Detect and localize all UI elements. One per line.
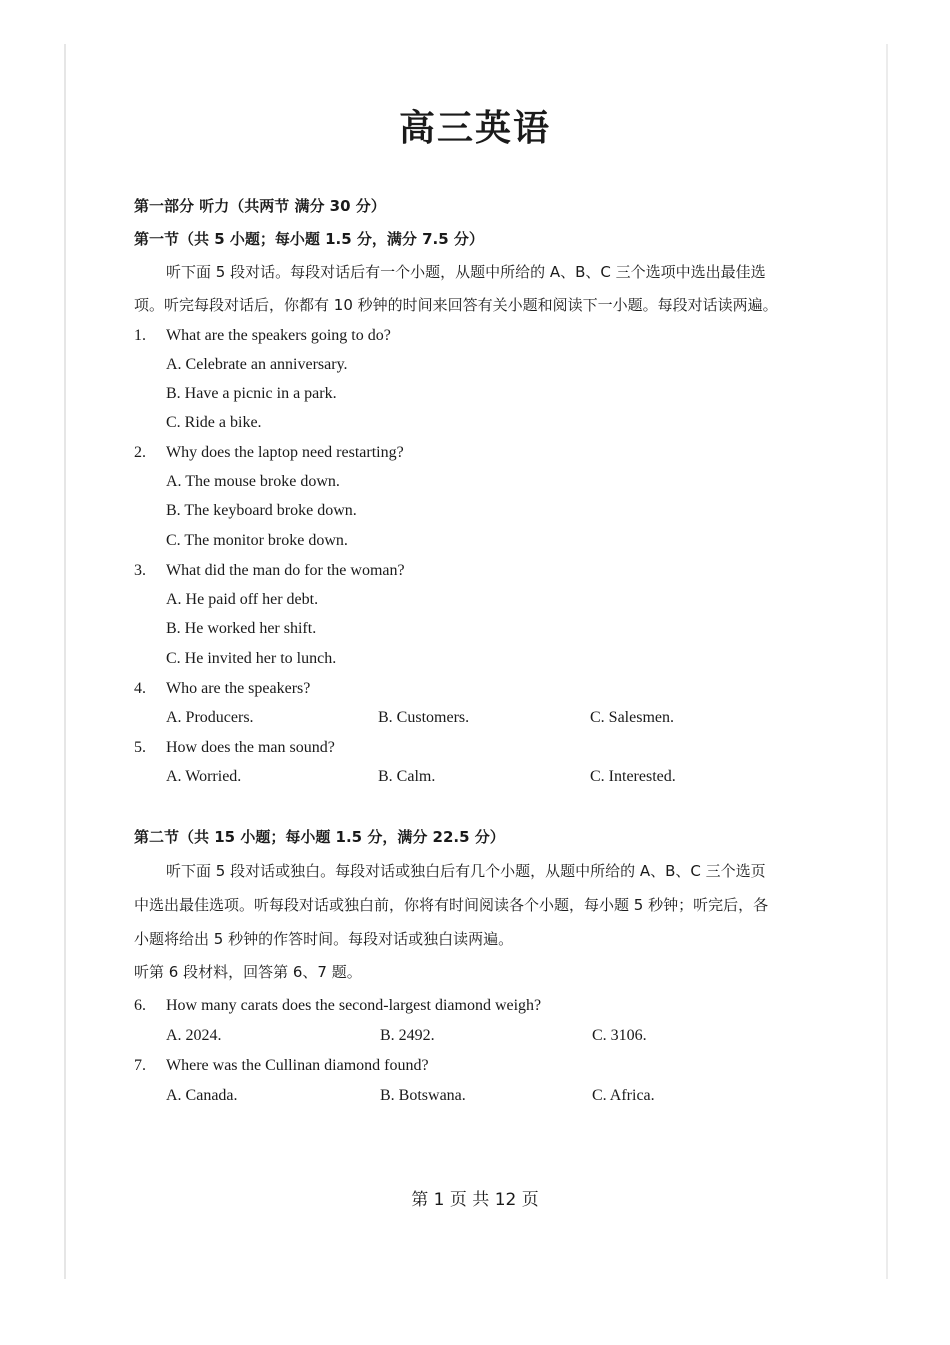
question-text: Why does the laptop need restarting? <box>166 444 404 461</box>
option-b: B. Customers. <box>378 709 470 726</box>
option-a: A. 2024. <box>166 1027 222 1044</box>
option-b: B. Calm. <box>378 768 436 785</box>
question-text: Where was the Cullinan diamond found? <box>166 1057 429 1074</box>
section1-instructions-line1: 听下面 5 段对话。每段对话后有一个小题，从题中所给的 A、B、C 三个选项中选出最佳选 <box>166 263 766 281</box>
question-number: 3. <box>134 562 146 579</box>
option-b: B. He worked her shift. <box>166 620 317 637</box>
question-number: 7. <box>134 1057 146 1074</box>
question-number: 4. <box>134 680 146 697</box>
question-text: How does the man sound? <box>166 739 335 756</box>
question-number: 5. <box>134 739 146 756</box>
section2-heading: 第二节（共 15 小题；每小题 1.5 分，满分 22.5 分） <box>134 828 505 846</box>
question-text: How many carats does the second-largest diamond weigh? <box>166 997 542 1014</box>
section1-instructions-line2: 项。听完每段对话后，你都有 10 秒钟的时间来回答有关小题和阅读下一小题。每段对话读两遍。 <box>134 296 778 314</box>
question-number: 1. <box>134 327 146 344</box>
section2-instructions-line2: 中选出最佳选项。听每段对话或独白前，你将有时间阅读各个小题，每小题 5 秒钟；听完后，各 <box>134 896 769 914</box>
section2-instructions-line3: 小题将给出 5 秒钟的作答时间。每段对话或独白读两遍。 <box>134 930 514 948</box>
question-number: 2. <box>134 444 146 461</box>
option-b: B. Have a picnic in a park. <box>166 385 337 402</box>
option-a: A. Celebrate an anniversary. <box>166 356 348 373</box>
option-b: B. 2492. <box>380 1027 435 1044</box>
option-a: A. Producers. <box>166 709 254 726</box>
option-c: C. Ride a bike. <box>166 414 262 431</box>
option-a: A. Canada. <box>166 1087 238 1104</box>
option-b: B. The keyboard broke down. <box>166 502 357 519</box>
question-text: What are the speakers going to do? <box>166 327 391 344</box>
page-footer: 第 1 页 共 12 页 <box>411 1190 539 1210</box>
question-text: Who are the speakers? <box>166 680 311 697</box>
option-c: C. 3106. <box>592 1027 647 1044</box>
part1-heading: 第一部分 听力（共两节 满分 30 分） <box>134 197 386 215</box>
section1-heading: 第一节（共 5 小题；每小题 1.5 分，满分 7.5 分） <box>134 230 484 248</box>
option-a: A. The mouse broke down. <box>166 473 340 490</box>
option-a: A. He paid off her debt. <box>166 591 319 608</box>
material6-label: 听第 6 段材料，回答第 6、7 题。 <box>134 963 362 981</box>
option-b: B. Botswana. <box>380 1087 466 1104</box>
question-text: What did the man do for the woman? <box>166 562 405 579</box>
section2-instructions-line1: 听下面 5 段对话或独白。每段对话或独白后有几个小题，从题中所给的 A、B、C 三个选页 <box>166 862 766 880</box>
exam-title: 高三英语 <box>398 108 551 149</box>
option-c: C. Interested. <box>590 768 676 785</box>
option-a: A. Worried. <box>166 768 242 785</box>
option-c: C. He invited her to lunch. <box>166 650 337 667</box>
question-number: 6. <box>134 997 146 1014</box>
option-c: C. The monitor broke down. <box>166 532 348 549</box>
option-c: C. Africa. <box>592 1087 655 1104</box>
option-c: C. Salesmen. <box>590 709 674 726</box>
